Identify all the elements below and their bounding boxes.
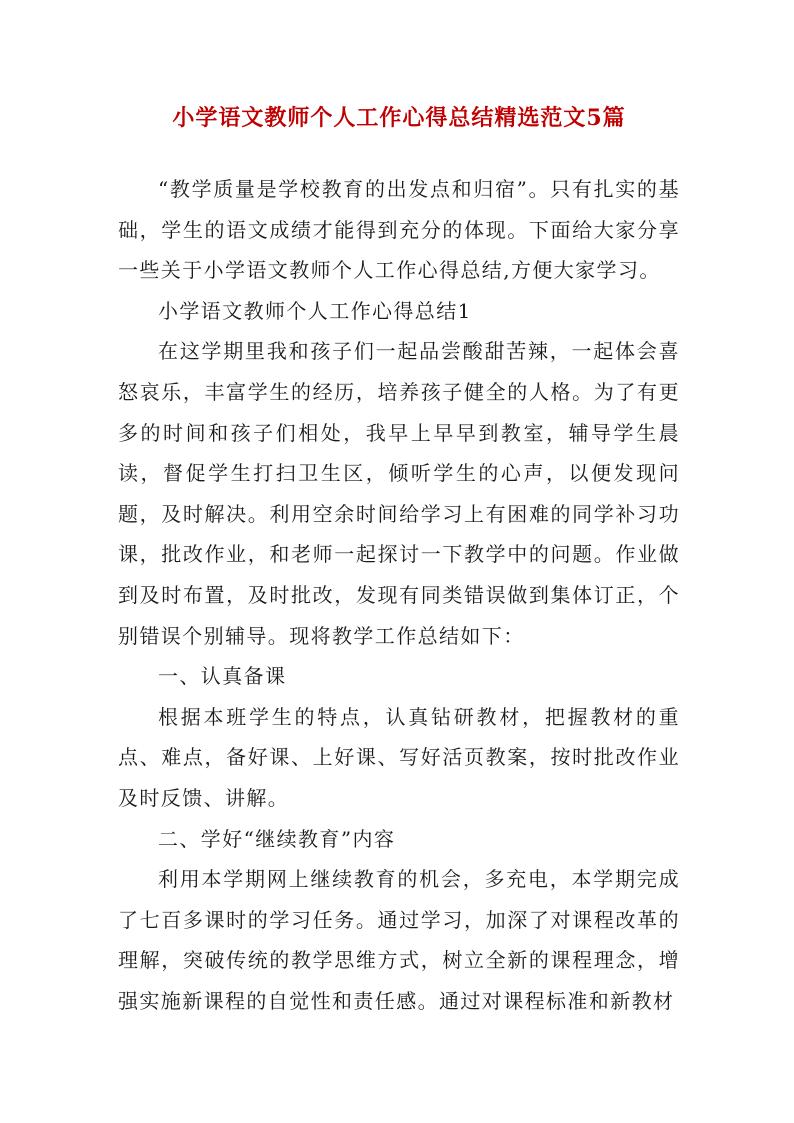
body-paragraph: 利用本学期网上继续教育的机会，多充电，本学期完成了七百多课时的学习任务。通过学习，加深了对课程改革的理解，突破传统的教学思维方式，树立全新的课程理念，增强实施新课程的自觉性和责任感。通过对课程标准和新教材 xyxy=(118,867,680,1013)
body-paragraph: 根据本班学生的特点，认真钻研教材，把握教材的重点、难点，备好课、上好课、写好活页教案，按时批改作业及时反馈、讲解。 xyxy=(118,704,680,810)
document-title: 小学语文教师个人工作心得总结精选范文5篇 xyxy=(172,105,626,131)
section-heading-continuing-education: 二、学好“继续教育”内容 xyxy=(158,826,396,851)
section-heading-lesson-prep: 一、认真备课 xyxy=(158,664,287,689)
section-heading-summary-1: 小学语文教师个人工作心得总结1 xyxy=(158,298,472,323)
body-paragraph: 在这学期里我和孩子们一起品尝酸甜苦辣，一起体会喜怒哀乐，丰富学生的经历，培养孩子健全的人格。为了有更多的时间和孩子们相处，我早上早早到教室，辅导学生晨读，督促学生打扫卫生区，倾听学生的心声，以便发现问题，及时解决。利用空余时间给学习上有困难的同学补习功课，批改作业，和老师一起探讨一下教学中的问题。作业做到及时布置，及时批改，发现有同类错误做到集体订正，个别错误个别辅导。现将教学工作总结如下： xyxy=(118,339,680,648)
intro-paragraph: “教学质量是学校教育的出发点和归宿”。只有扎实的基础，学生的语文成绩才能得到充分的体现。下面给大家分享一些关于小学语文教师个人工作心得总结,方便大家学习。 xyxy=(118,177,680,283)
